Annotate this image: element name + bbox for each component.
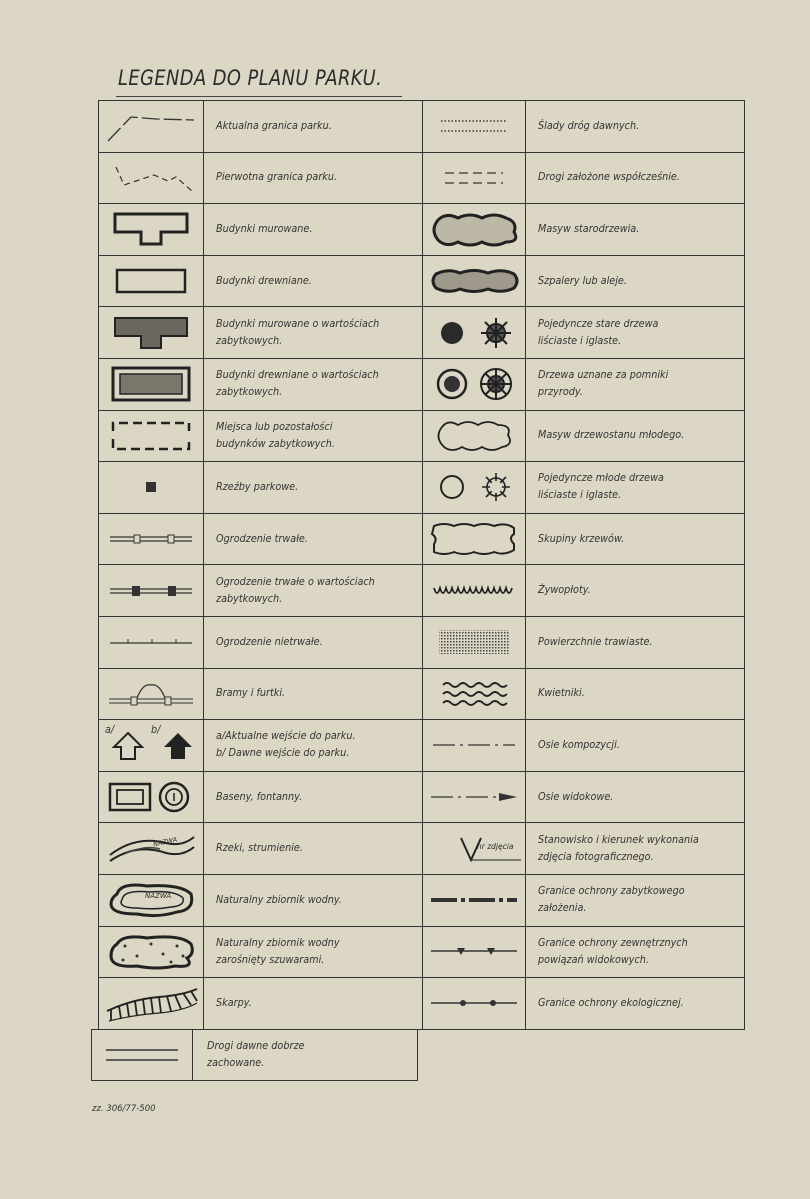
legend-row <box>99 978 745 1030</box>
legend-label: Masyw starodrzewia. <box>538 222 640 235</box>
pools-fountains-symbol <box>99 772 204 824</box>
legend-label: Granice ochrony ekologicznej. <box>538 996 684 1009</box>
well-preserved-old-roads-symbol <box>92 1030 193 1080</box>
historic-wooden-building-symbol <box>99 359 204 411</box>
shrub-groups-symbol <box>423 514 526 566</box>
old-road-traces-symbol <box>423 101 526 153</box>
legend-label: a/Aktualne wejście do parku. b/ Dawne wejście do parku. <box>216 730 356 760</box>
legend-label: Drzewa uznane za pomniki przyrody. <box>538 369 669 399</box>
legend-row <box>99 462 745 514</box>
legend-row <box>99 720 745 772</box>
brick-building-symbol <box>99 204 204 256</box>
temporary-fence-symbol <box>99 617 204 669</box>
legend-label: Ogrodzenie trwałe. <box>216 532 308 545</box>
legend-label: Masyw drzewostanu młodego. <box>538 429 685 442</box>
legend-label: Pojedyncze stare drzewa liściaste i iglaste. <box>538 317 659 347</box>
rivers-symbol <box>99 823 204 875</box>
park-sculptures-symbol <box>99 462 204 514</box>
legend-row <box>91 1029 418 1081</box>
legend-row <box>99 823 745 875</box>
legend-label: Szpalery lub aleje. <box>538 274 627 287</box>
legend-label: Drogi dawne dobrze zachowane. <box>206 1040 305 1069</box>
entrance-b-tag: b/ <box>151 724 161 737</box>
legend-row <box>99 772 745 824</box>
gates-symbol <box>99 669 204 721</box>
legend-label: Skarpy. <box>216 996 252 1009</box>
legend-label: Rzeki, strumienie. <box>216 842 303 855</box>
composition-axes-symbol <box>423 720 526 772</box>
historic-permanent-fence-symbol <box>99 565 204 617</box>
nature-monument-trees-symbol <box>423 359 526 411</box>
entrance-a-tag: a/ <box>105 724 115 737</box>
legend-label: Baseny, fontanny. <box>216 790 303 803</box>
legend-row <box>99 101 745 153</box>
flowerbeds-symbol <box>423 669 526 721</box>
heritage-protection-boundary-symbol <box>423 875 526 927</box>
reed-water-body-symbol <box>99 927 204 979</box>
legend-row <box>99 514 745 566</box>
legend-label: Naturalny zbiornik wodny. <box>216 893 342 906</box>
historic-brick-building-symbol <box>99 307 204 359</box>
legend-label: Rzeźby parkowe. <box>216 480 299 493</box>
young-forest-symbol <box>423 411 526 463</box>
legend-label: Osie kompozycji. <box>538 738 620 751</box>
legend-label: Budynki drewniane o wartościach zabytkowych. <box>216 369 379 399</box>
legend-label: Pierwotna granica parku. <box>216 171 338 184</box>
park-entrances-symbol <box>99 720 204 772</box>
legend-label: Pojedyncze młode drzewa liściaste i iglaste. <box>538 472 664 502</box>
legend-label: Ślady dróg dawnych. <box>538 119 640 132</box>
old-single-trees-symbol <box>423 307 526 359</box>
ecological-protection-boundary-symbol <box>423 978 526 1030</box>
legend-label: Aktualna granica parku. <box>216 119 332 132</box>
current-boundary-symbol <box>99 101 204 153</box>
legend-row <box>99 359 745 411</box>
natural-water-body-symbol <box>99 875 204 927</box>
modern-roads-symbol <box>423 153 526 205</box>
legend-row <box>99 669 745 721</box>
legend-label: Bramy i furtki. <box>216 687 286 700</box>
river-name-tag: NAZWA <box>152 835 178 849</box>
photo-position-symbol <box>423 823 526 875</box>
historic-building-remains-symbol <box>99 411 204 463</box>
legend-label: Ogrodzenie nietrwałe. <box>216 635 323 648</box>
hedges-symbol <box>423 565 526 617</box>
legend-table <box>98 100 745 1030</box>
young-single-trees-symbol <box>423 462 526 514</box>
lawns-symbol <box>423 617 526 669</box>
permanent-fence-symbol <box>99 514 204 566</box>
photo-number-tag: nr zdjęcia <box>477 842 514 852</box>
legend-label: Miejsca lub pozostałości budynków zabytkowych. <box>216 420 335 450</box>
legend-row <box>99 565 745 617</box>
legend-label: Osie widokowe. <box>538 790 614 803</box>
legend-label: Budynki murowane o wartościach zabytkowych. <box>216 317 380 347</box>
avenue-symbol <box>423 256 526 308</box>
legend-row <box>99 875 745 927</box>
legend-label: Naturalny zbiornik wodny zarośnięty szuwarami. <box>216 936 340 966</box>
legend-row <box>99 204 745 256</box>
view-protection-boundary-symbol <box>423 927 526 979</box>
legend-label: Stanowisko i kierunek wykonania zdjęcia fotograficznego. <box>538 833 699 863</box>
escarpments-symbol <box>99 978 204 1030</box>
lake-name-tag: NAZWA <box>145 891 172 900</box>
legend-row <box>99 153 745 205</box>
legend-label: Kwietniki. <box>538 687 585 700</box>
legend-label: Żywopłoty. <box>538 584 591 597</box>
old-forest-symbol <box>423 204 526 256</box>
legend-label: Budynki drewniane. <box>216 274 312 287</box>
title-underline <box>116 96 402 97</box>
legend-label: Powierzchnie trawiaste. <box>538 635 653 648</box>
legend-row <box>99 927 745 979</box>
legend-row <box>99 411 745 463</box>
view-axes-symbol <box>423 772 526 824</box>
print-code: zz. 306/77-500 <box>92 1104 156 1114</box>
legend-label: Skupiny krzewów. <box>538 532 625 545</box>
legend-label: Ogrodzenie trwałe o wartościach zabytkowych. <box>216 575 375 605</box>
legend-row <box>99 617 745 669</box>
legend-row <box>99 256 745 308</box>
legend-row <box>99 307 745 359</box>
original-boundary-symbol <box>99 153 204 205</box>
page-title: LEGENDA DO PLANU PARKU. <box>118 66 383 90</box>
legend-label: Granice ochrony zabytkowego założenia. <box>538 885 685 915</box>
legend-label: Granice ochrony zewnętrznych powiązań widokowych. <box>538 936 688 966</box>
wooden-building-symbol <box>99 256 204 308</box>
legend-label: Drogi założone współcześnie. <box>538 171 680 184</box>
legend-label: Budynki murowane. <box>216 222 313 235</box>
